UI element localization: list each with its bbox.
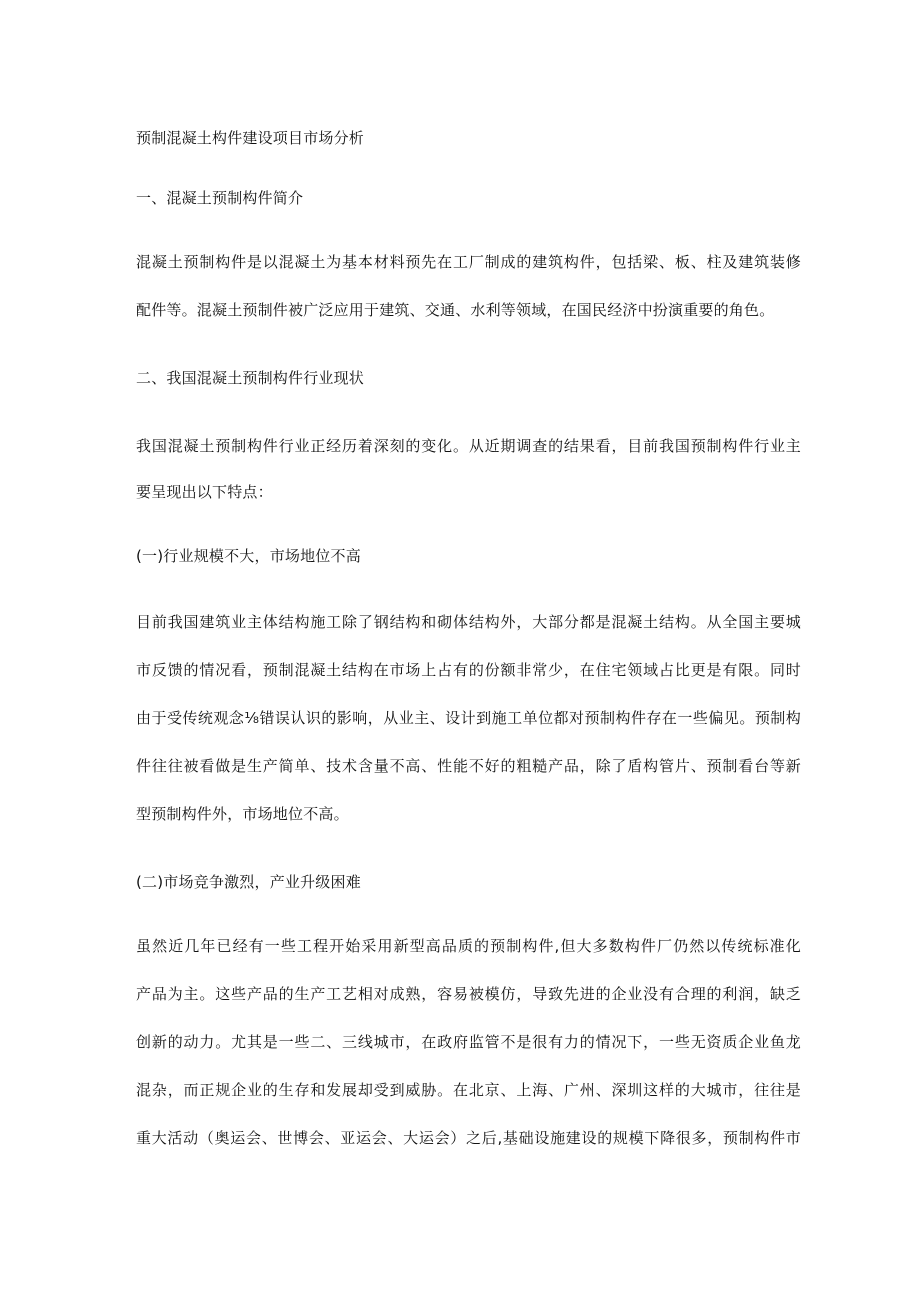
paragraph-line: 市反馈的情况看，预制混凝土结构在市场上占有的份额非常少，在住宅领域占比更是有限。同时: [136, 661, 801, 679]
section-heading: 二、我国混凝土预制构件行业现状: [136, 369, 365, 387]
paragraph-line: 混杂，而正规企业的生存和发展却受到威胁。在北京、上海、广州、深圳这样的大城市，往往是: [136, 1081, 801, 1099]
document-title: 预制混凝土构件建设项目市场分析: [136, 129, 365, 147]
paragraph-line: 虽然近几年已经有一些工程开始采用新型高品质的预制构件,但大多数构件厂仍然以传统标准化: [136, 937, 801, 955]
subsection-heading: (二)市场竞争激烈，产业升级困难: [136, 873, 361, 891]
subsection-heading: (一)行业规模不大，市场地位不高: [136, 547, 361, 565]
paragraph-line: 创新的动力。尤其是一些二、三线城市，在政府监管不是很有力的情况下，一些无资质企业鱼龙: [136, 1033, 801, 1051]
section-heading: 一、混凝土预制构件简介: [136, 189, 304, 207]
paragraph-line: 型预制构件外，市场地位不高。: [136, 805, 349, 823]
paragraph-line: 重大活动（奥运会、世博会、亚运会、大运会）之后,基础设施建设的规模下降很多，预制构件市: [136, 1129, 801, 1147]
paragraph-line: 由于受传统观念⅛错误认识的影响，从业主、设计到施工单位都对预制构件存在一些偏见。预制构: [136, 709, 801, 727]
paragraph-line: 产品为主。这些产品的生产工艺相对成熟，容易被模仿，导致先进的企业没有合理的利润，缺乏: [136, 985, 801, 1003]
paragraph-line: 混凝土预制构件是以混凝土为基本材料预先在工厂制成的建筑构件，包括梁、板、柱及建筑装修: [136, 253, 801, 271]
paragraph-line: 件往往被看做是生产简单、技术含量不高、性能不好的粗糙产品，除了盾构管片、预制看台等新: [136, 757, 801, 775]
paragraph-line: 目前我国建筑业主体结构施工除了钢结构和砌体结构外，大部分都是混凝土结构。从全国主要城: [136, 613, 801, 631]
paragraph-line: 我国混凝土预制构件行业正经历着深刻的变化。从近期调查的结果看，目前我国预制构件行业主: [136, 437, 801, 455]
paragraph-line: 要呈现出以下特点：: [136, 483, 273, 501]
paragraph-line: 配件等。混凝土预制件被广泛应用于建筑、交通、水利等领域，在国民经济中扮演重要的角色。: [136, 301, 775, 319]
